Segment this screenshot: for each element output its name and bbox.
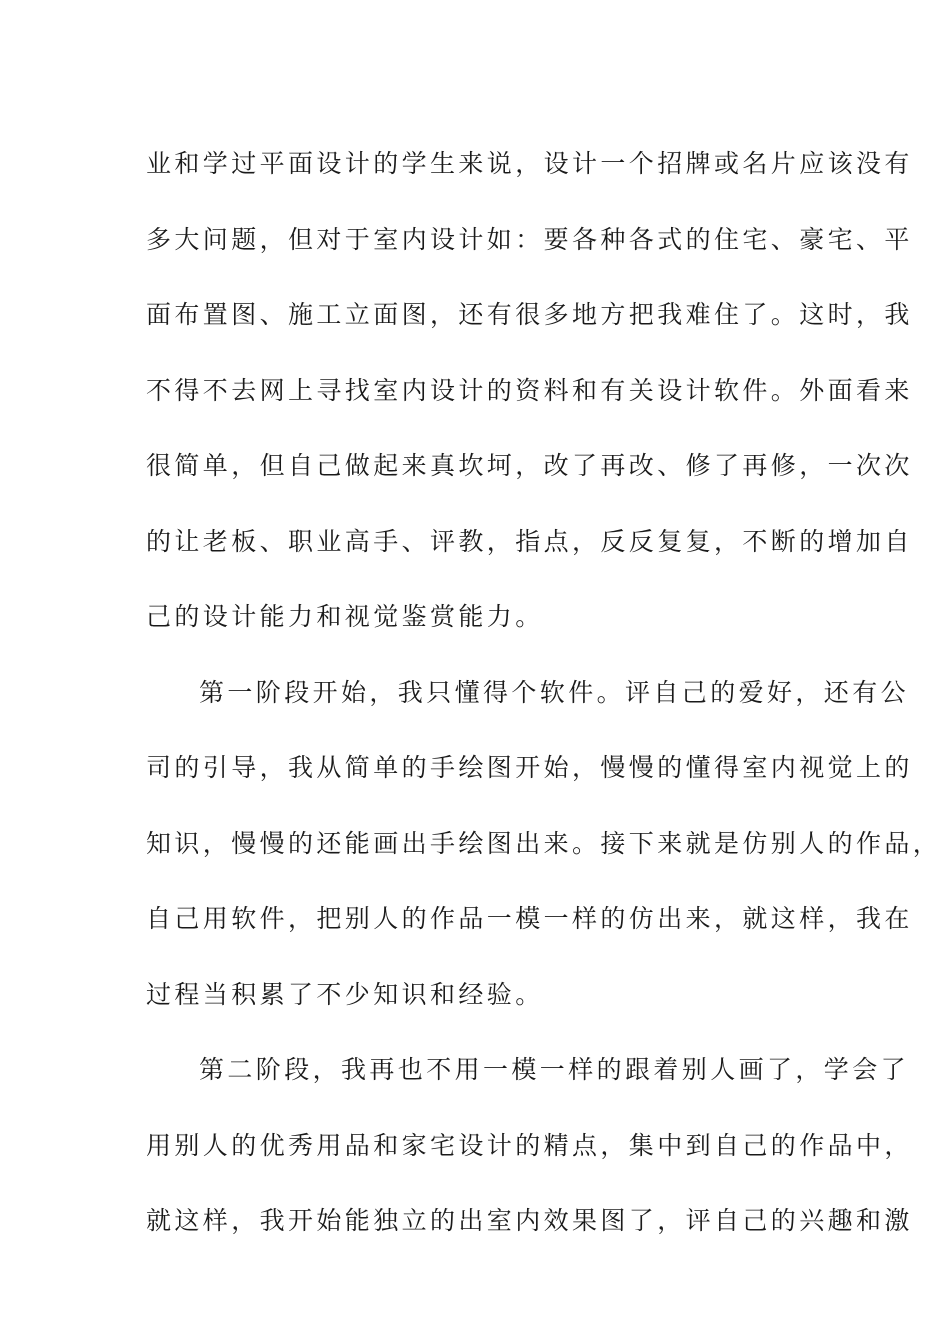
paragraph-start-line: 第二阶段，我再也不用一模一样的跟着别人画了，学会了 — [199, 1055, 910, 1084]
text-line: 用别人的优秀用品和家宅设计的精点，集中到自己的作品中， — [146, 1130, 913, 1160]
paragraph-start-line: 第一阶段开始，我只懂得个软件。评自己的爱好，还有公 — [199, 677, 910, 707]
text-line: 过程当积累了不少知识和经验。 — [146, 979, 544, 1009]
text-line: 面布置图、施工立面图，还有很多地方把我难住了。这时，我 — [146, 300, 913, 329]
text-line: 就这样，我开始能独立的出室内效果图了，评自己的兴趣和激 — [146, 1206, 913, 1235]
text-line: 多大问题，但对于室内设计如：要各种各式的住宅、豪宅、平 — [146, 224, 913, 254]
text-line: 不得不去网上寻找室内设计的资料和有关设计软件。外面看来 — [146, 375, 913, 405]
text-line: 己的设计能力和视觉鉴赏能力。 — [146, 602, 544, 631]
text-line: 很简单，但自己做起来真坎坷，改了再改、修了再修，一次次 — [146, 451, 913, 480]
body-text — [146, 126, 942, 1259]
text-line: 自己用软件，把别人的作品一模一样的仿出来，就这样，我在 — [146, 904, 913, 933]
text-line: 知识，慢慢的还能画出手绘图出来。接下来就是仿别人的作品， — [146, 828, 942, 858]
text-line: 的让老板、职业高手、评教，指点，反反复复，不断的增加自 — [146, 526, 913, 556]
text-line: 业和学过平面设计的学生来说，设计一个招牌或名片应该没有 — [146, 149, 913, 178]
text-line: 司的引导，我从简单的手绘图开始，慢慢的懂得室内视觉上的 — [146, 753, 913, 782]
